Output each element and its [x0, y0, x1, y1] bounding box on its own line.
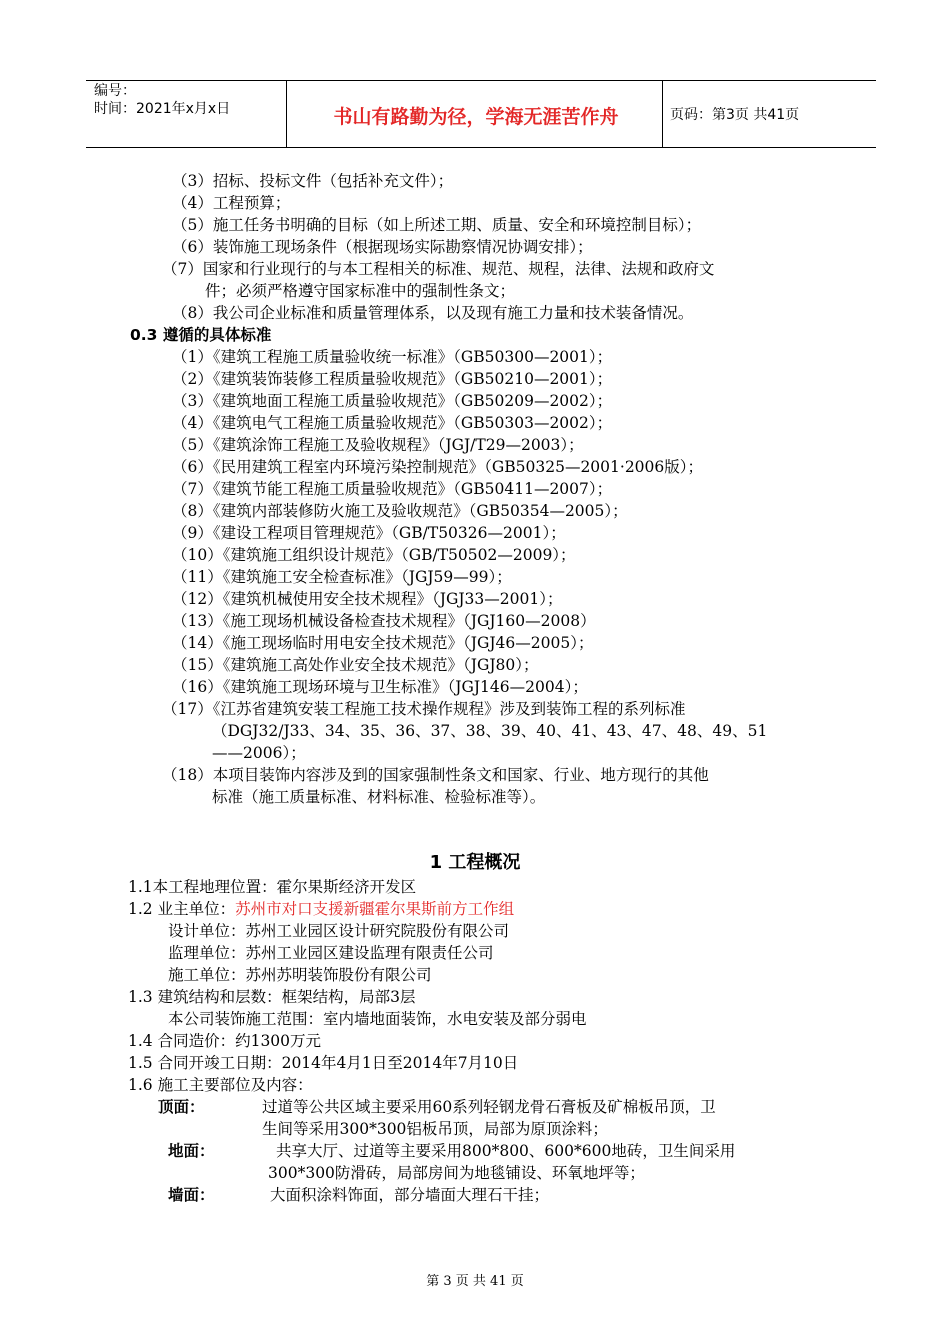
standard-item: （11）《建筑施工安全检查标准》（JGJ59—99）； [172, 568, 512, 586]
overview-parts-heading: 1.6 施工主要部位及内容： [128, 1076, 313, 1094]
ceiling-text: 生间等采用300*300铝板吊顶，局部为原顶涂料； [262, 1120, 608, 1138]
standard-item: （13）《施工现场机械设备检查技术规程》（JGJ160—2008） [172, 612, 596, 630]
standard-item-continuation: ——2006）； [212, 744, 306, 762]
floor-text: 共享大厅、过道等主要采用800*800、600*600地砖，卫生间采用 [276, 1142, 736, 1160]
wall-text: 大面积涂料饰面，部分墙面大理石干挂； [270, 1186, 550, 1204]
basis-item: （8）我公司企业标准和质量管理体系，以及现有施工力量和技术装备情况。 [172, 304, 694, 322]
standard-item: （16）《建筑施工现场环境与卫生标准》（JGJ146—2004）； [172, 678, 588, 696]
document-number-label: 编号： [94, 83, 136, 99]
basis-item-continuation: 件；必须严格遵守国家标准中的强制性条文； [205, 282, 516, 300]
standard-item: （7）《建筑节能工程施工质量验收规范》（GB50411—2007）； [172, 480, 613, 498]
ceiling-text: 过道等公共区域主要采用60系列轻钢龙骨石膏板及矿棉板吊顶，卫 [262, 1098, 716, 1116]
owner-label: 1.2 业主单位： [128, 900, 236, 918]
standard-item: （2）《建筑装饰装修工程质量验收规范》（GB50210—2001）； [172, 370, 613, 388]
floor-label: 地面： [168, 1142, 215, 1160]
header-top-rule [86, 80, 876, 81]
standard-item: （18）本项目装饰内容涉及到的国家强制性条文和国家、行业、地方现行的其他 [162, 766, 709, 784]
standard-item: （14）《施工现场临时用电安全技术规范》（JGJ46—2005）； [172, 634, 594, 652]
standard-item: （3）《建筑地面工程施工质量验收规范》（GB50209—2002）； [172, 392, 613, 410]
overview-owner [128, 898, 514, 920]
chapter-title: 1 工程概况 [429, 852, 521, 873]
overview-contractor: 施工单位：苏州苏明装饰股份有限公司 [168, 966, 432, 984]
standard-item: （4）《建筑电气工程施工质量验收规范》（GB50303—2002）； [172, 414, 613, 432]
standard-item-continuation: （DGJ32/J33、34、35、36、37、38、39、40、41、43、47、48、49、51 [212, 722, 768, 740]
basis-item: （5）施工任务书明确的目标（如上所述工期、质量、安全和环境控制目标）； [172, 216, 702, 234]
overview-scope: 本公司装饰施工范围：室内墙地面装饰，水电安装及部分弱电 [168, 1010, 587, 1028]
ceiling-label: 顶面： [158, 1098, 205, 1116]
section-heading: 0.3 遵循的具体标准 [130, 326, 272, 344]
page-header [86, 80, 876, 148]
overview-supervisor: 监理单位：苏州工业园区建设监理有限责任公司 [168, 944, 494, 962]
overview-designer: 设计单位：苏州工业园区设计研究院股份有限公司 [168, 922, 510, 940]
header-left [94, 82, 230, 118]
basis-item: （3）招标、投标文件（包括补充文件）； [172, 172, 454, 190]
overview-dates: 1.5 合同开竣工日期：2014年4月1日至2014年7月10日 [128, 1054, 519, 1072]
basis-item: （7）国家和行业现行的与本工程相关的标准、规范、规程，法律、法规和政府文 [162, 260, 715, 278]
header-bottom-rule [86, 147, 876, 148]
owner-value: 苏州市对口支援新疆霍尔果斯前方工作组 [235, 900, 515, 918]
overview-location: 1.1本工程地理位置：霍尔果斯经济开发区 [128, 878, 417, 896]
overview-structure: 1.3 建筑结构和层数：框架结构，局部3层 [128, 988, 416, 1006]
wall-label: 墙面： [168, 1186, 215, 1204]
basis-item: （6）装饰施工现场条件（根据现场实际勘察情况协调安排）； [172, 238, 593, 256]
standard-item: （9）《建设工程项目管理规范》（GB/T50326—2001）； [172, 524, 566, 542]
standard-item-continuation: 标准（施工质量标准、材料标准、检验标准等）。 [212, 788, 546, 806]
standard-item: （6）《民用建筑工程室内环境污染控制规范》（GB50325—2001·2006版）； [172, 458, 704, 476]
overview-price: 1.4 合同造价：约1300万元 [128, 1032, 322, 1050]
standard-item: （12）《建筑机械使用安全技术规程》（JGJ33—2001）； [172, 590, 563, 608]
standard-item: （10）《建筑施工组织设计规范》（GB/T50502—2009）； [172, 546, 576, 564]
standard-item: （17）《江苏省建筑安装工程施工技术操作规程》涉及到装饰工程的系列标准 [162, 700, 686, 718]
standard-item: （15）《建筑施工高处作业安全技术规范》（JGJ80）； [172, 656, 539, 674]
basis-item: （4）工程预算； [172, 194, 291, 212]
floor-text: 300*300防滑砖，局部房间为地毯铺设、环氧地坪等； [268, 1164, 645, 1182]
standard-item: （1）《建筑工程施工质量验收统一标准》（GB50300—2001）； [172, 348, 613, 366]
document-time-label: 时间：2021年x月x日 [94, 101, 231, 117]
header-motto: 书山有路勤为径，学海无涯苦作舟 [333, 106, 619, 128]
page-footer: 第 3 页 共 41 页 [426, 1274, 524, 1289]
header-divider [286, 80, 287, 148]
standard-item: （5）《建筑涂饰工程施工及验收规程》（JGJ/T29—2003）； [172, 436, 584, 454]
standard-item: （8）《建筑内部装修防火施工及验收规范》（GB50354—2005）； [172, 502, 628, 520]
header-page-info: 页码：第3页 共41页 [670, 107, 800, 123]
